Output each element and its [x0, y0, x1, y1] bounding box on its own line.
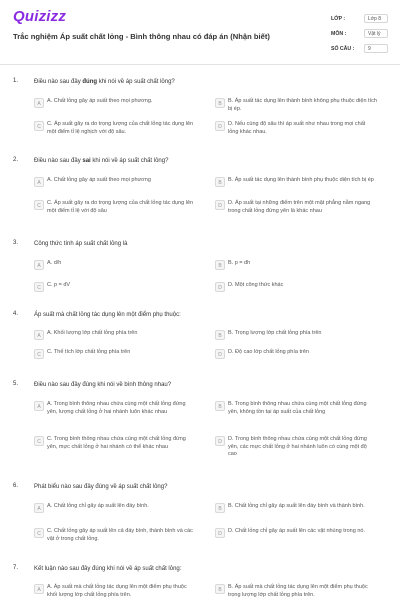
option-letter-badge: C: [34, 121, 44, 131]
option-letter-badge: B: [215, 584, 225, 594]
option-text: C. Trong bình thông nhau chứa cùng một chất lỏng đứng yên, mực chất lỏng ở hai nhánh có thể khác nhau: [47, 436, 186, 450]
answer-option-b[interactable]: [215, 330, 380, 350]
question-text-part: khi nói về áp suất chất lỏng?: [97, 79, 175, 85]
option-text: D. Áp suất tại những điểm trên một mặt phẳng nằm ngang trong chất lỏng đứng yên là khác nhau: [228, 200, 371, 214]
option-letter-badge: A: [34, 98, 44, 108]
option-text: C. Thể tích lớp chất lỏng phía trên: [47, 349, 131, 355]
option-letter-badge: B: [215, 260, 225, 270]
answer-option-b[interactable]: [215, 98, 380, 118]
option-letter-badge: C: [34, 282, 44, 292]
class-label: LỚP :: [331, 16, 346, 22]
option-letter-badge: D: [215, 436, 225, 446]
answer-option-d[interactable]: [215, 528, 380, 548]
answer-option-b[interactable]: [215, 584, 380, 600]
answer-option-a[interactable]: [34, 98, 199, 118]
option-text: B. Trong bình thông nhau chứa cùng một chất lỏng đứng yên, không tồn tại áp suất của chất lỏng: [228, 401, 367, 415]
question-1: [0, 78, 400, 158]
question-5: [0, 381, 400, 461]
question-emphasis: sai: [82, 158, 91, 164]
option-text: B. p = dh: [228, 260, 251, 266]
answer-option-a[interactable]: [34, 177, 199, 197]
question-text-part: Điều nào sau đây: [34, 79, 83, 85]
option-letter-badge: B: [215, 98, 225, 108]
subject-label: MÔN :: [331, 31, 347, 37]
question-number: 3.: [13, 240, 19, 246]
class-field: Lớp 8: [364, 14, 388, 23]
option-letter-badge: A: [34, 330, 44, 340]
option-letter-badge: C: [34, 528, 44, 538]
option-text: B. Trọng lượng lớp chất lỏng phía trên: [228, 330, 322, 336]
option-text: A. Khối lượng lớp chất lỏng phía trên: [47, 330, 138, 336]
option-text: D. Nếu cùng độ sâu thì áp suất như nhau trong mọi chất lỏng khác nhau.: [228, 121, 366, 135]
option-text: A. Trong bình thông nhau chứa cùng một chất lỏng đứng yên, lượng chất lỏng ở hai nhánh luôn khác nhau: [47, 401, 186, 415]
option-text: B. Áp suất tác dụng lên thành bình không phụ thuộc diện tích bị ép.: [228, 98, 377, 112]
question-text-part: khi nói về áp suất chất lỏng?: [90, 158, 169, 164]
option-text: A. Chất lỏng gây áp suất theo mọi phương: [47, 177, 151, 183]
answer-option-a[interactable]: [34, 260, 199, 280]
answer-option-b[interactable]: [215, 503, 380, 523]
option-text: C. p = dV: [47, 282, 71, 288]
option-letter-badge: D: [215, 349, 225, 359]
option-letter-badge: A: [34, 177, 44, 187]
question-text-part: Kết luận nào sau đây đúng khi nói về áp suất chất lỏng:: [34, 566, 182, 572]
answer-option-b[interactable]: [215, 260, 380, 280]
answer-option-c[interactable]: [34, 349, 199, 369]
question-count-label: SỐ CÂU :: [331, 46, 355, 52]
question-text: [34, 311, 374, 319]
question-6: [0, 483, 400, 563]
option-letter-badge: B: [215, 330, 225, 340]
question-text: [34, 565, 374, 573]
option-text: C. Áp suất gây ra do trọng lượng của chất lỏng tác dụng lên một điểm tỉ lệ với độ sâu: [47, 200, 194, 214]
option-letter-badge: C: [34, 436, 44, 446]
worksheet-header: [0, 0, 400, 65]
question-text-part: Điều nào sau đây đúng khi nói về bình thông nhau?: [34, 382, 172, 388]
subject-field: Vật lý: [364, 29, 388, 38]
answer-option-a[interactable]: [34, 330, 199, 350]
answer-option-a[interactable]: [34, 584, 199, 600]
option-text: A. Chất lỏng chỉ gây áp suất lên đáy bình.: [47, 503, 149, 509]
option-letter-badge: A: [34, 260, 44, 270]
option-text: D. Độ cao lớp chất lỏng phía trên: [228, 349, 309, 355]
answer-option-d[interactable]: [215, 282, 380, 302]
answer-option-d[interactable]: [215, 436, 380, 456]
option-letter-badge: B: [215, 503, 225, 513]
question-number: 6.: [13, 483, 19, 489]
option-letter-badge: D: [215, 200, 225, 210]
option-letter-badge: A: [34, 503, 44, 513]
option-text: B. Áp suất mà chất lỏng tác dụng lên một điểm phụ thuộc trọng lượng lớp chất lỏng phía trên.: [228, 584, 368, 598]
option-letter-badge: B: [215, 401, 225, 411]
question-7: [0, 565, 400, 600]
option-text: D. Trong bình thông nhau chứa cùng một chất lỏng đứng yên, các mực chất lỏng ở hai nhánh luôn có cùng một độ cao: [228, 436, 367, 457]
option-letter-badge: A: [34, 401, 44, 411]
option-text: A. Áp suất mà chất lỏng tác dụng lên một điểm phụ thuộc khối lượng lớp chất lỏng phía trên.: [47, 584, 187, 598]
option-text: D. Chất lỏng chỉ gây áp suất lên các vật nhúng trong nó.: [228, 528, 365, 534]
question-text: [34, 78, 374, 86]
answer-option-d[interactable]: [215, 349, 380, 369]
answer-option-c[interactable]: [34, 121, 199, 141]
answer-option-d[interactable]: [215, 200, 380, 220]
question-text: [34, 157, 374, 165]
question-number: 7.: [13, 565, 19, 571]
option-letter-badge: C: [34, 200, 44, 210]
option-text: B. Chất lỏng chỉ gây áp suất lên đáy bình và thành bình.: [228, 503, 365, 509]
question-emphasis: đúng: [82, 79, 98, 85]
question-text-part: Áp suất mà chất lỏng tác dụng lên một điểm phụ thuộc:: [34, 312, 181, 318]
question-number: 4.: [13, 311, 19, 317]
answer-option-c[interactable]: [34, 200, 199, 220]
answer-option-a[interactable]: [34, 401, 199, 421]
answer-option-d[interactable]: [215, 121, 380, 141]
question-number: 2.: [13, 157, 19, 163]
answer-option-b[interactable]: [215, 177, 380, 197]
question-number: 5.: [13, 381, 19, 387]
quizizz-logo: Quizizz: [13, 8, 67, 25]
option-text: B. Áp suất tác dụng lên thành bình phụ thuộc diện tích bị ép: [228, 177, 374, 183]
answer-option-a[interactable]: [34, 503, 199, 523]
page-title: Trắc nghiệm Áp suất chất lỏng - Bình thông nhau có đáp án (Nhận biết): [13, 32, 270, 41]
question-4: [0, 311, 400, 391]
option-letter-badge: D: [215, 528, 225, 538]
question-text: [34, 483, 374, 491]
answer-option-c[interactable]: [34, 436, 199, 456]
option-letter-badge: B: [215, 177, 225, 187]
question-number: 1.: [13, 78, 19, 84]
question-text: [34, 381, 374, 389]
question-text-part: Phát biểu nào sau đây đúng về áp suất chất lỏng?: [34, 484, 168, 490]
option-text: C. Áp suất gây ra do trọng lượng của chất lỏng tác dụng lên một điểm tỉ lệ nghịch với độ sâu.: [47, 121, 194, 135]
option-text: A. Chất lỏng gây áp suất theo mọi phương.: [47, 98, 153, 104]
option-letter-badge: A: [34, 584, 44, 594]
question-2: [0, 157, 400, 237]
answer-option-c[interactable]: [34, 528, 199, 548]
option-letter-badge: C: [34, 349, 44, 359]
answer-option-c[interactable]: [34, 282, 199, 302]
option-text: C. Chất lỏng gây áp suất lên cả đáy bình, thành bình và các vật ở trong chất lỏng.: [47, 528, 193, 542]
question-count-field: 9: [364, 44, 388, 53]
question-text-part: Công thức tính áp suất chất lỏng là: [34, 241, 128, 247]
question-3: [0, 240, 400, 320]
question-text: [34, 240, 374, 248]
answer-option-b[interactable]: [215, 401, 380, 421]
option-text: A. d/h: [47, 260, 62, 266]
question-text-part: Điều nào sau đây: [34, 158, 83, 164]
option-letter-badge: D: [215, 121, 225, 131]
option-letter-badge: D: [215, 282, 225, 292]
option-text: D. Một công thức khác: [228, 282, 284, 288]
